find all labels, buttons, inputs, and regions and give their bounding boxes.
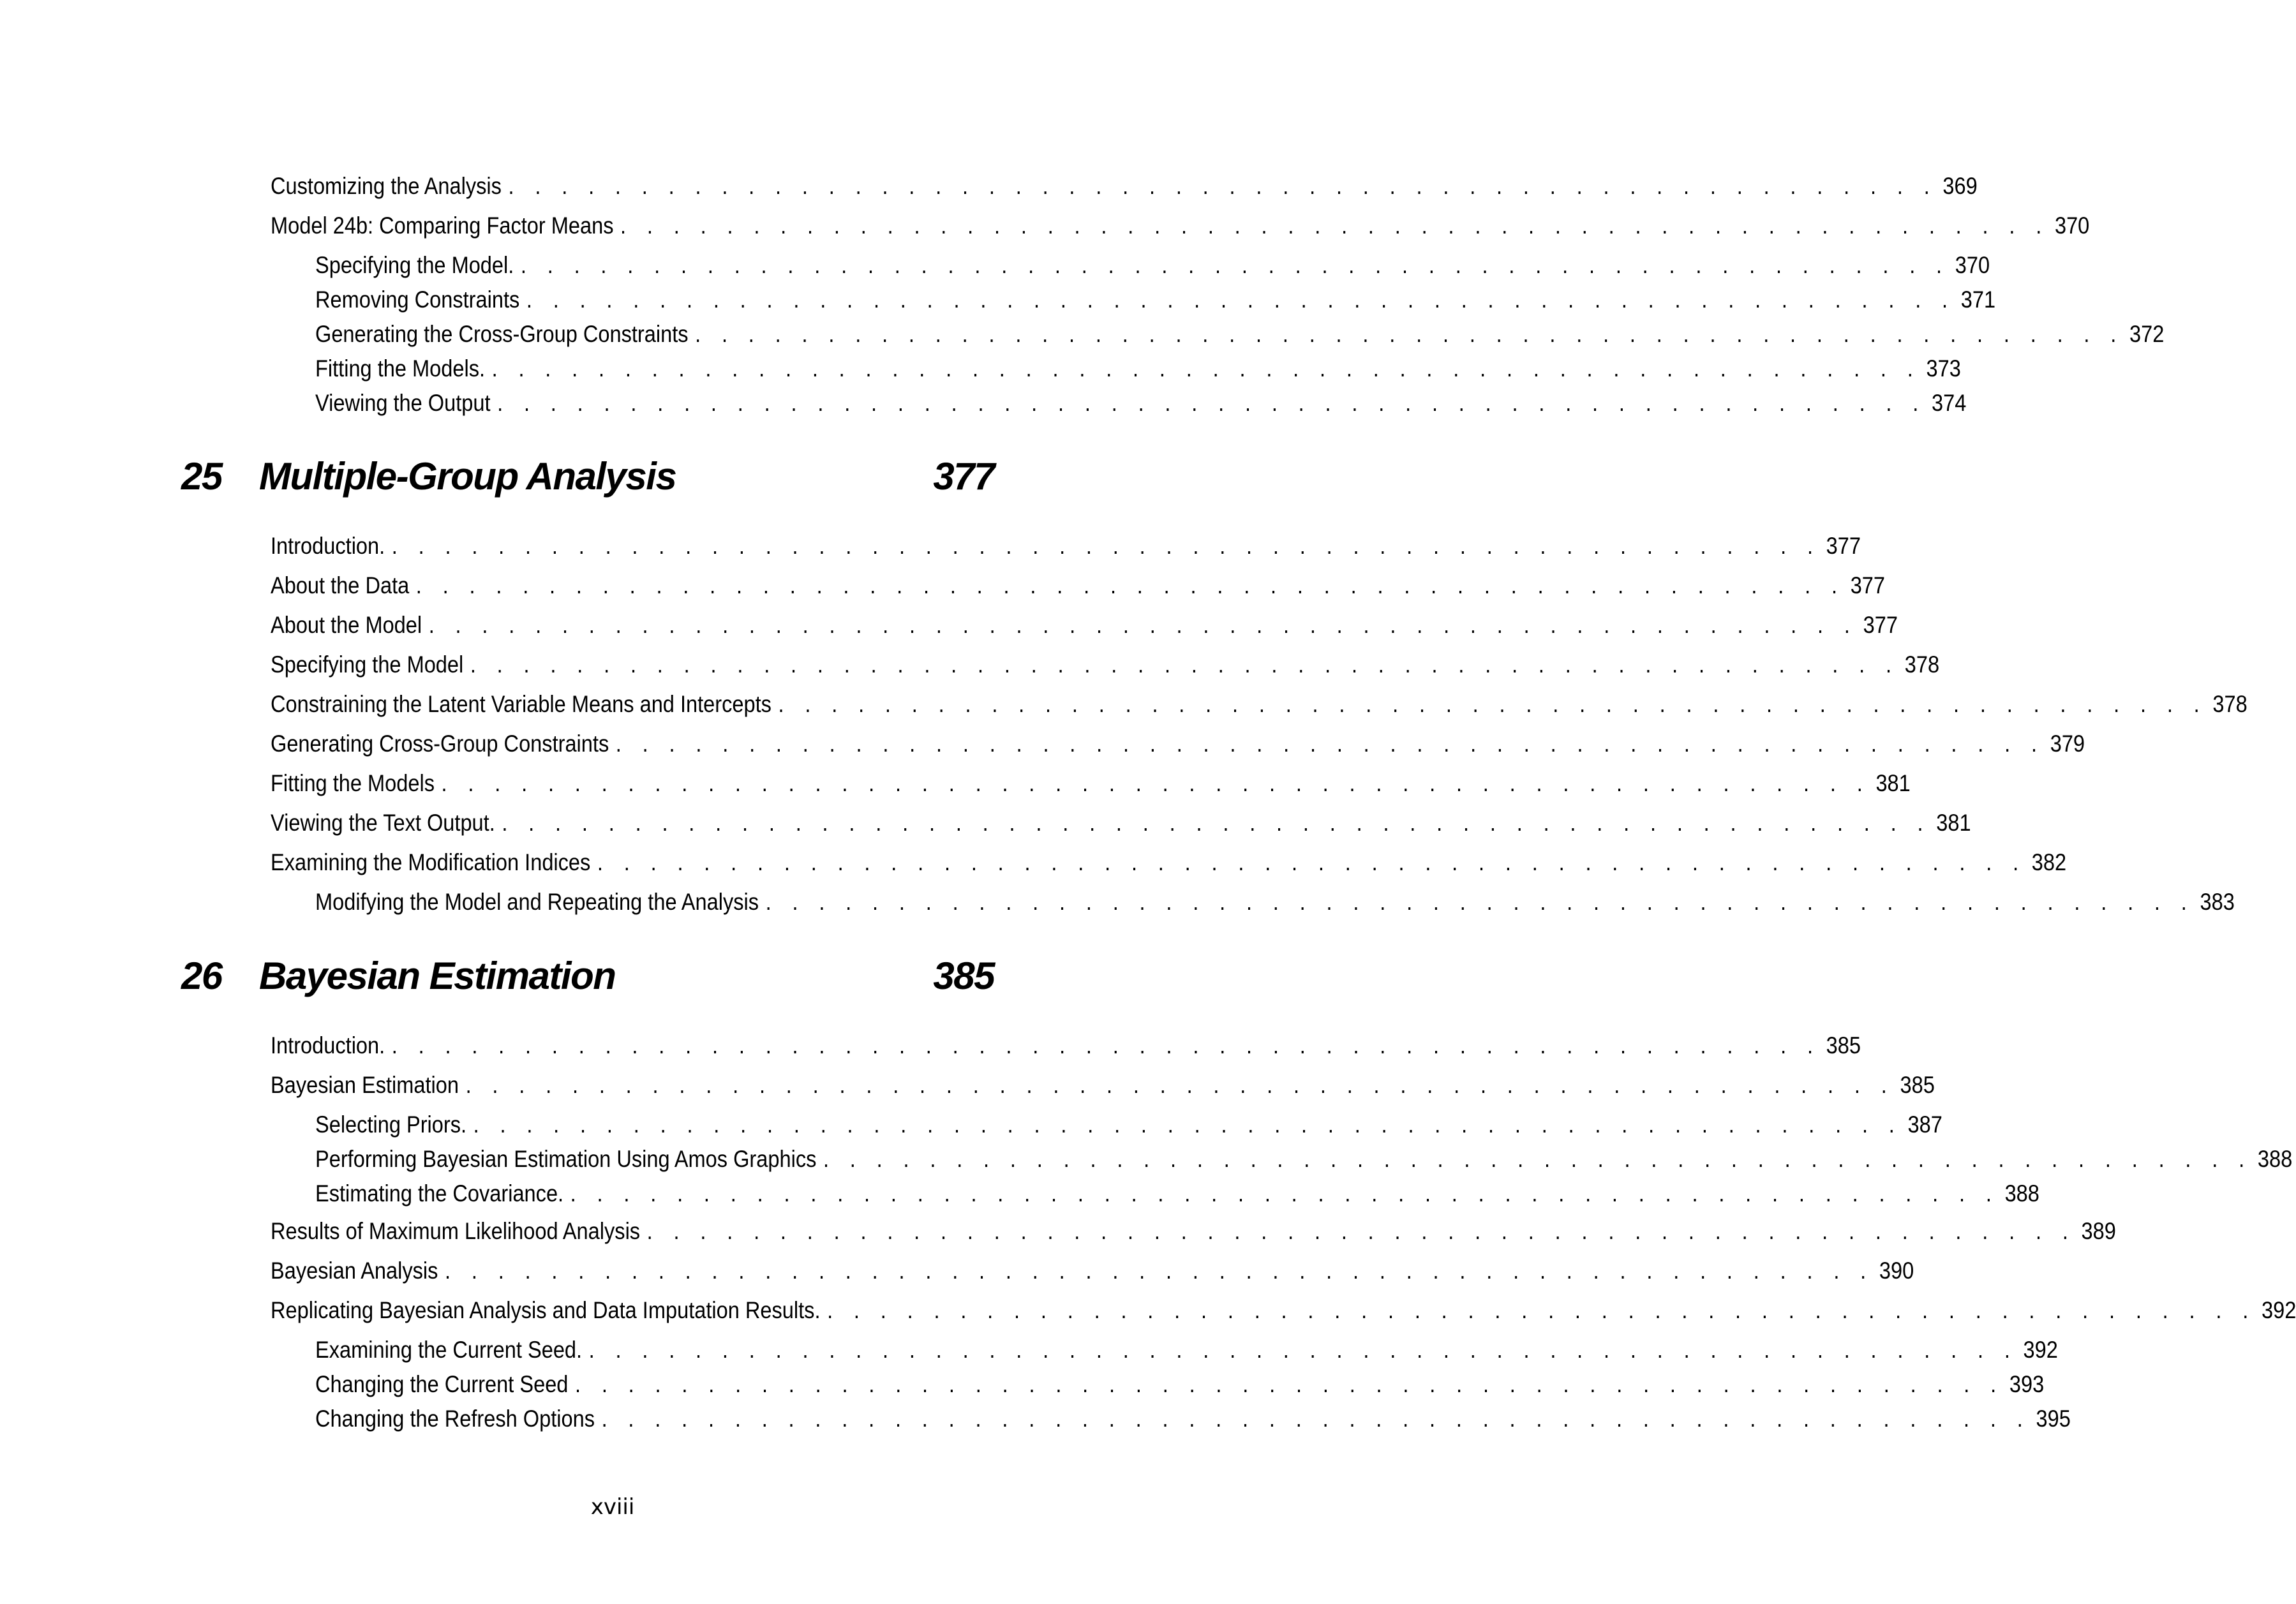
toc-entry-title: Viewing the Text Output.: [271, 810, 495, 836]
toc-entry-title: Fitting the Models.: [315, 355, 486, 382]
toc-entry: [271, 690, 2248, 719]
toc-entry-page: 371: [1960, 286, 1996, 313]
toc-dot-leader: . . . . . . . . . . . . . . . . . . . . . . . . . . . . . . . . . . . . . . . . . . . . . . . . . . . . . .: [465, 1072, 1895, 1098]
toc-entry-title: About the Model: [271, 612, 422, 638]
toc-subentry: [315, 354, 1961, 383]
toc-entry-page: 377: [1826, 533, 1861, 559]
toc-entry-title: Specifying the Model.: [315, 252, 514, 278]
toc-entry-title: Generating Cross-Group Constraints: [271, 731, 609, 757]
toc-entry: [271, 1071, 1935, 1100]
toc-dot-leader: . . . . . . . . . . . . . . . . . . . . . . . . . . . . . . . . . . . . . . . . . . . . . . . . . . . . . .: [497, 390, 1927, 416]
toc-subentry: [315, 1404, 2071, 1434]
toc-entry-title: Examining the Current Seed.: [315, 1337, 583, 1363]
toc-entry-page: 377: [1863, 612, 1898, 638]
toc-entry-page: 392: [2261, 1297, 2296, 1323]
toc-subentry: [315, 1145, 2293, 1174]
toc-dot-leader: . . . . . . . . . . . . . . . . . . . . . . . . . . . . . . . . . . . . . . . . . . . . . . . . . . . . . .: [570, 1180, 1999, 1207]
chapter-title: Multiple-Group Analysis: [259, 455, 676, 498]
toc-entry-title: Customizing the Analysis: [271, 173, 502, 199]
toc-entry: [271, 531, 1861, 561]
toc-entry-title: Viewing the Output: [315, 390, 491, 416]
chapter-title: Bayesian Estimation: [259, 954, 616, 997]
toc-entry-page: 390: [1879, 1258, 1914, 1284]
toc-dot-leader: . . . . . . . . . . . . . . . . . . . . . . . . . . . . . . . . . . . . . . . . . . . . . . . . . . . . . .: [445, 1258, 1874, 1284]
toc-dot-leader: . . . . . . . . . . . . . . . . . . . . . . . . . . . . . . . . . . . . . . . . . . . . . . . . . . . . . .: [597, 849, 2027, 875]
toc-entry-title: Examining the Modification Indices: [271, 849, 591, 875]
toc-dot-leader: . . . . . . . . . . . . . . . . . . . . . . . . . . . . . . . . . . . . . . . . . . . . . . . . . . . . . .: [415, 572, 1845, 598]
toc-entry-page: 389: [2081, 1218, 2116, 1244]
toc-entry-page: 378: [2212, 691, 2248, 717]
toc-dot-leader: . . . . . . . . . . . . . . . . . . . . . . . . . . . . . . . . . . . . . . . . . . . . . . . . . . . . . .: [588, 1337, 2018, 1363]
toc-entry-title: Model 24b: Comparing Factor Means: [271, 212, 614, 239]
toc-entry: [271, 571, 1886, 600]
toc-entry-title: Bayesian Estimation: [271, 1072, 459, 1098]
toc-entry-title: Specifying the Model: [271, 651, 464, 678]
toc-entry: [271, 650, 1940, 679]
toc-dot-leader: . . . . . . . . . . . . . . . . . . . . . . . . . . . . . . . . . . . . . . . . . . . . . . . . . . . . . .: [778, 691, 2207, 717]
toc-entry: [271, 1256, 1914, 1286]
chapter-number: 26: [181, 954, 222, 997]
toc-entry-page: 379: [2050, 731, 2085, 757]
toc-subentry: [315, 1110, 1942, 1140]
toc-dot-leader: . . . . . . . . . . . . . . . . . . . . . . . . . . . . . . . . . . . . . . . . . . . . . . . . . . . . . .: [823, 1146, 2253, 1172]
toc-subentry: [315, 285, 1996, 315]
chapter-page: 385: [933, 954, 994, 997]
toc-entry: [271, 848, 2067, 877]
toc-dot-leader: . . . . . . . . . . . . . . . . . . . . . . . . . . . . . . . . . . . . . . . . . . . . . . . . . . . . . .: [526, 286, 1955, 313]
toc-entry-page: 385: [1900, 1072, 1935, 1098]
toc-dot-leader: . . . . . . . . . . . . . . . . . . . . . . . . . . . . . . . . . . . . . . . . . . . . . . . . . . . . . .: [470, 651, 1899, 678]
toc-subentry: [315, 1335, 2058, 1365]
toc-subentry: [315, 389, 1967, 418]
toc-entry-page: 370: [2054, 212, 2090, 239]
toc-entry-page: 377: [1850, 572, 1886, 598]
chapter-number: 25: [181, 455, 222, 498]
toc-entry-page: 392: [2023, 1337, 2058, 1363]
toc-entry-title: Changing the Current Seed: [315, 1371, 569, 1397]
toc-entry-title: Introduction.: [271, 1032, 385, 1058]
toc-dot-leader: . . . . . . . . . . . . . . . . . . . . . . . . . . . . . . . . . . . . . . . . . . . . . . . . . . . . . .: [695, 321, 2124, 347]
toc-dot-leader: . . . . . . . . . . . . . . . . . . . . . . . . . . . . . . . . . . . . . . . . . . . . . . . . . . . . . .: [574, 1371, 2004, 1397]
toc-entry-title: Bayesian Analysis: [271, 1258, 438, 1284]
toc-entry: [271, 769, 1911, 798]
toc-dot-leader: . . . . . . . . . . . . . . . . . . . . . . . . . . . . . . . . . . . . . . . . . . . . . . . . . . . . . .: [441, 770, 1870, 796]
page-number: xviii: [590, 1494, 635, 1520]
toc-dot-leader: . . . . . . . . . . . . . . . . . . . . . . . . . . . . . . . . . . . . . . . . . . . . . . . . . . . . . .: [827, 1297, 2256, 1323]
toc-dot-leader: . . . . . . . . . . . . . . . . . . . . . . . . . . . . . . . . . . . . . . . . . . . . . . . . . . . . . .: [520, 252, 1949, 278]
toc-entry-page: 369: [1942, 173, 1978, 199]
toc-dot-leader: . . . . . . . . . . . . . . . . . . . . . . . . . . . . . . . . . . . . . . . . . . . . . . . . . . . . . .: [765, 889, 2195, 915]
toc-dot-leader: . . . . . . . . . . . . . . . . . . . . . . . . . . . . . . . . . . . . . . . . . . . . . . . . . . . . . .: [508, 173, 1937, 199]
toc-entry-title: Estimating the Covariance.: [315, 1180, 564, 1207]
toc-entry-title: Generating the Cross-Group Constraints: [315, 321, 689, 347]
toc-dot-leader: . . . . . . . . . . . . . . . . . . . . . . . . . . . . . . . . . . . . . . . . . . . . . . . . . . . . . .: [615, 731, 2045, 757]
toc-entry-page: 385: [1826, 1032, 1861, 1058]
toc-entry-page: 378: [1904, 651, 1940, 678]
toc-subentry: [315, 320, 2165, 349]
toc-subentry: [315, 1179, 2039, 1208]
toc-entry-page: 388: [2004, 1180, 2039, 1207]
toc-entry-title: About the Data: [271, 572, 410, 598]
toc-entry-page: 381: [1875, 770, 1911, 796]
toc-dot-leader: . . . . . . . . . . . . . . . . . . . . . . . . . . . . . . . . . . . . . . . . . . . . . . . . . . . . . .: [646, 1218, 2076, 1244]
toc-entry-page: 387: [1907, 1111, 1942, 1138]
toc-dot-leader: . . . . . . . . . . . . . . . . . . . . . . . . . . . . . . . . . . . . . . . . . . . . . . . . . . . . . .: [428, 612, 1858, 638]
toc-entry-page: 374: [1932, 390, 1967, 416]
toc-entry-page: 381: [1936, 810, 1971, 836]
toc-entry-page: 395: [2036, 1406, 2071, 1432]
toc-dot-leader: . . . . . . . . . . . . . . . . . . . . . . . . . . . . . . . . . . . . . . . . . . . . . . . . . . . . . .: [473, 1111, 1902, 1138]
toc-entry-title: Performing Bayesian Estimation Using Amos Graphics: [315, 1146, 817, 1172]
toc-subentry: [315, 1370, 2045, 1399]
chapter-page: 377: [933, 455, 994, 498]
toc-entry: [271, 1296, 2296, 1325]
toc-dot-leader: . . . . . . . . . . . . . . . . . . . . . . . . . . . . . . . . . . . . . . . . . . . . . . . . . . . . . .: [391, 1032, 1821, 1058]
toc-entry-title: Changing the Refresh Options: [315, 1406, 595, 1432]
toc-entry: [271, 611, 1898, 640]
toc-entry-title: Fitting the Models: [271, 770, 435, 796]
toc-subentry: [315, 887, 2235, 917]
toc-entry: [271, 1031, 1861, 1060]
toc-entry: [271, 211, 2090, 241]
toc-entry-page: 383: [2200, 889, 2235, 915]
toc-entry-title: Constraining the Latent Variable Means and Intercepts: [271, 691, 772, 717]
toc-dot-leader: . . . . . . . . . . . . . . . . . . . . . . . . . . . . . . . . . . . . . . . . . . . . . . . . . . . . . .: [620, 212, 2050, 239]
toc-subentry: [315, 251, 1990, 280]
chapter-heading: [179, 451, 994, 502]
toc-entry-page: 372: [2129, 321, 2165, 347]
toc-entry: [271, 729, 2085, 759]
toc-dot-leader: . . . . . . . . . . . . . . . . . . . . . . . . . . . . . . . . . . . . . . . . . . . . . . . . . . . . . .: [601, 1406, 2031, 1432]
toc-dot-leader: . . . . . . . . . . . . . . . . . . . . . . . . . . . . . . . . . . . . . . . . . . . . . . . . . . . . . .: [502, 810, 1931, 836]
toc-entry: [271, 1217, 2116, 1246]
toc-entry: [271, 172, 1978, 201]
toc-entry-title: Modifying the Model and Repeating the Analysis: [315, 889, 759, 915]
toc-dot-leader: . . . . . . . . . . . . . . . . . . . . . . . . . . . . . . . . . . . . . . . . . . . . . . . . . . . . . .: [391, 533, 1821, 559]
chapter-heading: [179, 951, 994, 1002]
toc-entry-page: 370: [1955, 252, 1990, 278]
toc-entry-page: 373: [1926, 355, 1961, 382]
toc-entry-title: Results of Maximum Likelihood Analysis: [271, 1218, 641, 1244]
toc-entry-title: Replicating Bayesian Analysis and Data Imputation Results.: [271, 1297, 821, 1323]
toc-entry-title: Removing Constraints: [315, 286, 520, 313]
toc-entry-title: Introduction.: [271, 533, 385, 559]
toc-dot-leader: . . . . . . . . . . . . . . . . . . . . . . . . . . . . . . . . . . . . . . . . . . . . . . . . . . . . . .: [491, 355, 1921, 382]
toc-entry-page: 388: [2257, 1146, 2293, 1172]
toc-entry-title: Selecting Priors.: [315, 1111, 467, 1138]
toc-entry-page: 393: [2009, 1371, 2045, 1397]
toc-entry-page: 382: [2031, 849, 2067, 875]
toc-entry: [271, 808, 1971, 838]
